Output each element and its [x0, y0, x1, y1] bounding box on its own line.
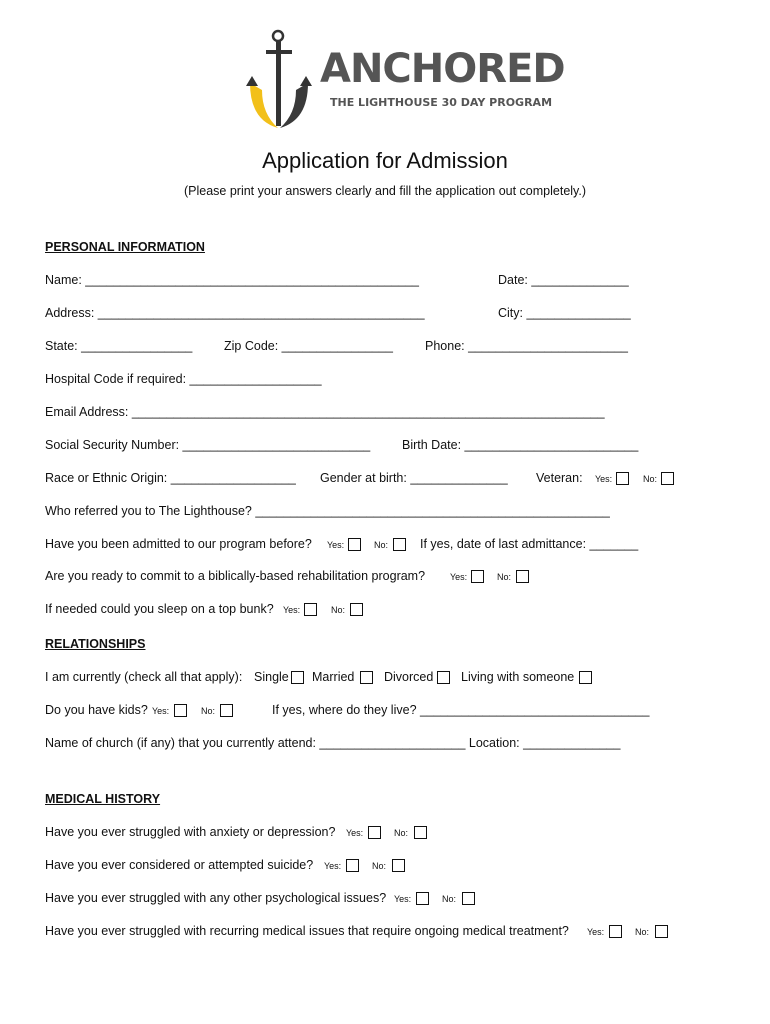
logo-wordmark: ANCHORED: [320, 46, 565, 92]
race-field[interactable]: Race or Ethnic Origin: __________________: [45, 471, 296, 485]
commit-yes-label: Yes:: [450, 572, 468, 582]
last-admittance-field[interactable]: If yes, date of last admittance: _______: [420, 537, 639, 551]
psych-no-checkbox[interactable]: [462, 892, 475, 905]
page-title: Application for Admission: [262, 148, 508, 173]
living-with-someone-label: Living with someone: [461, 670, 575, 684]
section-medical-heading: MEDICAL HISTORY: [45, 792, 161, 806]
recurring-no-label: No:: [635, 927, 650, 937]
birth-date-field[interactable]: Birth Date: _________________________: [402, 438, 639, 452]
city-field[interactable]: City: _______________: [498, 306, 631, 320]
suicide-yes-label: Yes:: [324, 861, 342, 871]
date-field[interactable]: Date: ______________: [498, 273, 629, 287]
veteran-no-checkbox[interactable]: [661, 472, 674, 485]
kids-no-checkbox[interactable]: [220, 704, 233, 717]
suicide-yes-checkbox[interactable]: [346, 859, 359, 872]
church-field[interactable]: Name of church (if any) that you currently attend: _____________________ Location: ______________: [45, 736, 621, 750]
relationship-status-label: I am currently (check all that apply):: [45, 670, 243, 684]
admitted-yes-label: Yes:: [327, 540, 345, 550]
anxiety-no-label: No:: [394, 828, 409, 838]
anxiety-no-checkbox[interactable]: [414, 826, 427, 839]
psych-yes-checkbox[interactable]: [416, 892, 429, 905]
zip-field[interactable]: Zip Code: ________________: [224, 339, 393, 353]
recurring-yes-checkbox[interactable]: [609, 925, 622, 938]
bunk-no-checkbox[interactable]: [350, 603, 363, 616]
divorced-label: Divorced: [384, 670, 434, 684]
commit-question: Are you ready to commit to a biblically-based rehabilitation program?: [45, 569, 426, 583]
address-field[interactable]: Address: _______________________________________________: [45, 306, 425, 320]
commit-yes-checkbox[interactable]: [471, 570, 484, 583]
veteran-yes-label: Yes:: [595, 474, 613, 484]
anchor-icon: [240, 28, 320, 138]
suicide-no-label: No:: [372, 861, 387, 871]
anxiety-yes-checkbox[interactable]: [368, 826, 381, 839]
psychological-question: Have you ever struggled with any other psychological issues?: [45, 891, 387, 905]
referred-field[interactable]: Who referred you to The Lighthouse? ___________________________________________________: [45, 504, 610, 518]
kids-no-label: No:: [201, 706, 216, 716]
recurring-medical-question: Have you ever struggled with recurring medical issues that require ongoing medical treatment?: [45, 924, 569, 938]
admitted-no-label: No:: [374, 540, 389, 550]
bunk-yes-label: Yes:: [283, 605, 301, 615]
commit-no-label: No:: [497, 572, 512, 582]
phone-field[interactable]: Phone: _______________________: [425, 339, 628, 353]
state-field[interactable]: State: ________________: [45, 339, 193, 353]
hospital-code-field[interactable]: Hospital Code if required: ___________________: [45, 372, 322, 386]
section-relationships-heading: RELATIONSHIPS: [45, 637, 146, 651]
veteran-yes-checkbox[interactable]: [616, 472, 629, 485]
logo: [240, 28, 565, 138]
married-label: Married: [312, 670, 355, 684]
section-personal-heading: PERSONAL INFORMATION: [45, 240, 205, 254]
bunk-yes-checkbox[interactable]: [304, 603, 317, 616]
admitted-yes-checkbox[interactable]: [348, 538, 361, 551]
logo-tagline: THE LIGHTHOUSE 30 DAY PROGRAM: [330, 96, 553, 109]
bunk-no-label: No:: [331, 605, 346, 615]
psych-yes-label: Yes:: [394, 894, 412, 904]
top-bunk-question: If needed could you sleep on a top bunk?: [45, 602, 274, 616]
admitted-before-question: Have you been admitted to our program before?: [45, 537, 312, 551]
ssn-field[interactable]: Social Security Number: ___________________________: [45, 438, 371, 452]
single-label: Single: [254, 670, 289, 684]
single-checkbox[interactable]: [291, 671, 304, 684]
living-with-someone-checkbox[interactable]: [579, 671, 592, 684]
recurring-yes-label: Yes:: [587, 927, 605, 937]
gender-field[interactable]: Gender at birth: ______________: [320, 471, 508, 485]
email-field[interactable]: Email Address: ____________________________________________________________________: [45, 405, 605, 419]
veteran-no-label: No:: [643, 474, 658, 484]
page-subtitle: (Please print your answers clearly and fill the application out completely.): [183, 184, 587, 198]
kids-question: Do you have kids?: [45, 703, 148, 717]
divorced-checkbox[interactable]: [437, 671, 450, 684]
veteran-label: Veteran:: [536, 471, 583, 485]
admitted-no-checkbox[interactable]: [393, 538, 406, 551]
name-field[interactable]: Name: ________________________________________________: [45, 273, 419, 287]
kids-yes-checkbox[interactable]: [174, 704, 187, 717]
anxiety-yes-label: Yes:: [346, 828, 364, 838]
married-checkbox[interactable]: [360, 671, 373, 684]
kids-yes-label: Yes:: [152, 706, 170, 716]
kids-location-field[interactable]: If yes, where do they live? _________________________________: [272, 703, 650, 717]
recurring-no-checkbox[interactable]: [655, 925, 668, 938]
suicide-question: Have you ever considered or attempted suicide?: [45, 858, 314, 872]
psych-no-label: No:: [442, 894, 457, 904]
anxiety-question: Have you ever struggled with anxiety or depression?: [45, 825, 336, 839]
suicide-no-checkbox[interactable]: [392, 859, 405, 872]
commit-no-checkbox[interactable]: [516, 570, 529, 583]
